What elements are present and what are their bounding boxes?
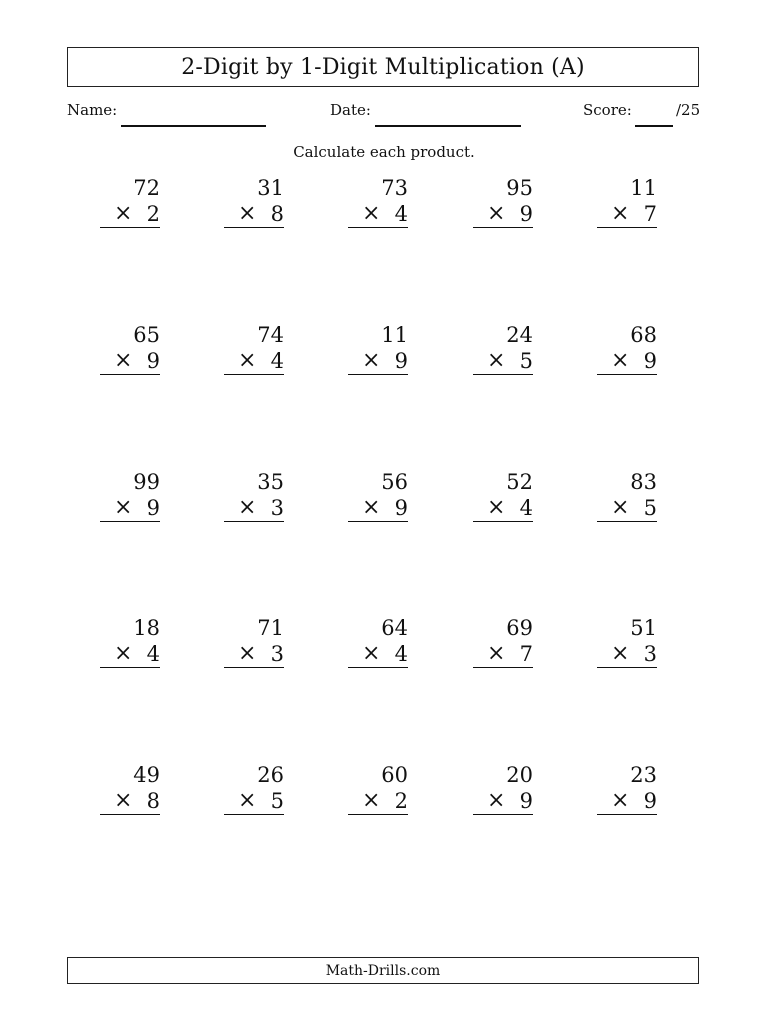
problem-r4-c4 bbox=[473, 615, 533, 668]
multiplier-row bbox=[100, 348, 160, 375]
multiplier-row bbox=[597, 788, 657, 815]
multiplier: 4 bbox=[394, 202, 408, 226]
multiplier: 9 bbox=[519, 202, 533, 226]
multiplier: 7 bbox=[643, 202, 657, 226]
times-icon: × bbox=[238, 348, 257, 373]
multiplier: 3 bbox=[270, 642, 284, 666]
times-icon: × bbox=[238, 641, 257, 666]
multiplier: 9 bbox=[643, 789, 657, 813]
multiplier-row bbox=[224, 348, 284, 375]
problem-r2-c4 bbox=[473, 322, 533, 375]
date-field[interactable] bbox=[375, 125, 521, 127]
multiplicand: 64 bbox=[381, 616, 408, 640]
times-icon: × bbox=[362, 201, 381, 226]
multiplier-row bbox=[473, 201, 533, 228]
score-label: Score: bbox=[583, 101, 632, 119]
multiplier: 8 bbox=[146, 789, 160, 813]
multiplicand: 71 bbox=[257, 616, 284, 640]
multiplier: 9 bbox=[394, 349, 408, 373]
multiplicand: 68 bbox=[630, 323, 657, 347]
footer-site: Math-Drills.com bbox=[67, 957, 699, 984]
times-icon: × bbox=[114, 641, 133, 666]
instructions: Calculate each product. bbox=[293, 143, 475, 161]
multiplier: 2 bbox=[394, 789, 408, 813]
problem-r1-c3 bbox=[348, 175, 408, 228]
multiplier-row bbox=[473, 788, 533, 815]
multiplier-row bbox=[224, 201, 284, 228]
multiplicand: 31 bbox=[257, 176, 284, 200]
multiplier-row bbox=[473, 641, 533, 668]
times-icon: × bbox=[611, 788, 630, 813]
multiplier: 4 bbox=[146, 642, 160, 666]
times-icon: × bbox=[362, 641, 381, 666]
times-icon: × bbox=[611, 348, 630, 373]
multiplicand: 95 bbox=[506, 176, 533, 200]
multiplicand: 35 bbox=[257, 470, 284, 494]
problem-r5-c5 bbox=[597, 762, 657, 815]
multiplicand: 83 bbox=[630, 470, 657, 494]
multiplier-row bbox=[100, 495, 160, 522]
score-total: /25 bbox=[676, 101, 701, 119]
date-label: Date: bbox=[330, 101, 371, 119]
times-icon: × bbox=[487, 788, 506, 813]
multiplier-row bbox=[224, 641, 284, 668]
multiplier: 4 bbox=[519, 496, 533, 520]
multiplier: 3 bbox=[270, 496, 284, 520]
multiplier-row bbox=[597, 201, 657, 228]
problem-r3-c2 bbox=[224, 469, 284, 522]
multiplier-row bbox=[224, 495, 284, 522]
multiplier-row bbox=[348, 348, 408, 375]
times-icon: × bbox=[114, 788, 133, 813]
times-icon: × bbox=[487, 495, 506, 520]
multiplier-row bbox=[597, 495, 657, 522]
problem-r4-c2 bbox=[224, 615, 284, 668]
multiplier: 3 bbox=[643, 642, 657, 666]
multiplicand: 26 bbox=[257, 763, 284, 787]
multiplier-row bbox=[100, 201, 160, 228]
multiplicand: 11 bbox=[381, 323, 408, 347]
multiplicand: 49 bbox=[133, 763, 160, 787]
multiplier: 5 bbox=[643, 496, 657, 520]
problem-r3-c4 bbox=[473, 469, 533, 522]
multiplier: 4 bbox=[394, 642, 408, 666]
problem-r2-c5 bbox=[597, 322, 657, 375]
problem-r3-c3 bbox=[348, 469, 408, 522]
multiplier: 8 bbox=[270, 202, 284, 226]
multiplier-row bbox=[348, 201, 408, 228]
multiplicand: 23 bbox=[630, 763, 657, 787]
multiplicand: 56 bbox=[381, 470, 408, 494]
multiplier-row bbox=[348, 495, 408, 522]
problem-r5-c1 bbox=[100, 762, 160, 815]
multiplier-row bbox=[473, 495, 533, 522]
multiplier: 2 bbox=[146, 202, 160, 226]
multiplicand: 72 bbox=[133, 176, 160, 200]
problem-r5-c4 bbox=[473, 762, 533, 815]
times-icon: × bbox=[611, 641, 630, 666]
times-icon: × bbox=[238, 495, 257, 520]
multiplicand: 69 bbox=[506, 616, 533, 640]
problem-r1-c2 bbox=[224, 175, 284, 228]
problem-r1-c5 bbox=[597, 175, 657, 228]
multiplier-row bbox=[100, 788, 160, 815]
times-icon: × bbox=[487, 641, 506, 666]
problem-r4-c1 bbox=[100, 615, 160, 668]
times-icon: × bbox=[114, 348, 133, 373]
multiplier: 9 bbox=[519, 789, 533, 813]
multiplier-row bbox=[597, 348, 657, 375]
multiplier: 7 bbox=[519, 642, 533, 666]
problem-r2-c1 bbox=[100, 322, 160, 375]
problem-r1-c4 bbox=[473, 175, 533, 228]
times-icon: × bbox=[114, 495, 133, 520]
problem-r4-c5 bbox=[597, 615, 657, 668]
multiplier-row bbox=[597, 641, 657, 668]
multiplier-row bbox=[224, 788, 284, 815]
problem-r5-c3 bbox=[348, 762, 408, 815]
name-field[interactable] bbox=[121, 125, 266, 127]
problem-r3-c1 bbox=[100, 469, 160, 522]
problem-r2-c2 bbox=[224, 322, 284, 375]
multiplier: 9 bbox=[146, 496, 160, 520]
score-field[interactable] bbox=[635, 125, 673, 127]
worksheet-title: 2-Digit by 1-Digit Multiplication (A) bbox=[67, 47, 699, 87]
multiplicand: 11 bbox=[630, 176, 657, 200]
times-icon: × bbox=[238, 788, 257, 813]
times-icon: × bbox=[362, 348, 381, 373]
times-icon: × bbox=[487, 201, 506, 226]
times-icon: × bbox=[611, 495, 630, 520]
multiplicand: 20 bbox=[506, 763, 533, 787]
multiplier-row bbox=[100, 641, 160, 668]
multiplicand: 60 bbox=[381, 763, 408, 787]
problem-r2-c3 bbox=[348, 322, 408, 375]
multiplier-row bbox=[348, 788, 408, 815]
times-icon: × bbox=[362, 788, 381, 813]
multiplier: 9 bbox=[146, 349, 160, 373]
name-label: Name: bbox=[67, 101, 118, 119]
multiplicand: 74 bbox=[257, 323, 284, 347]
multiplicand: 18 bbox=[133, 616, 160, 640]
problem-r4-c3 bbox=[348, 615, 408, 668]
times-icon: × bbox=[362, 495, 381, 520]
problem-r5-c2 bbox=[224, 762, 284, 815]
multiplier: 5 bbox=[270, 789, 284, 813]
multiplier: 5 bbox=[519, 349, 533, 373]
problem-r1-c1 bbox=[100, 175, 160, 228]
multiplicand: 52 bbox=[506, 470, 533, 494]
multiplicand: 73 bbox=[381, 176, 408, 200]
times-icon: × bbox=[611, 201, 630, 226]
multiplier-row bbox=[348, 641, 408, 668]
times-icon: × bbox=[487, 348, 506, 373]
times-icon: × bbox=[114, 201, 133, 226]
multiplier: 4 bbox=[270, 349, 284, 373]
multiplicand: 24 bbox=[506, 323, 533, 347]
multiplier: 9 bbox=[394, 496, 408, 520]
times-icon: × bbox=[238, 201, 257, 226]
multiplicand: 65 bbox=[133, 323, 160, 347]
multiplier-row bbox=[473, 348, 533, 375]
problem-r3-c5 bbox=[597, 469, 657, 522]
multiplicand: 51 bbox=[630, 616, 657, 640]
multiplier: 9 bbox=[643, 349, 657, 373]
multiplicand: 99 bbox=[133, 470, 160, 494]
